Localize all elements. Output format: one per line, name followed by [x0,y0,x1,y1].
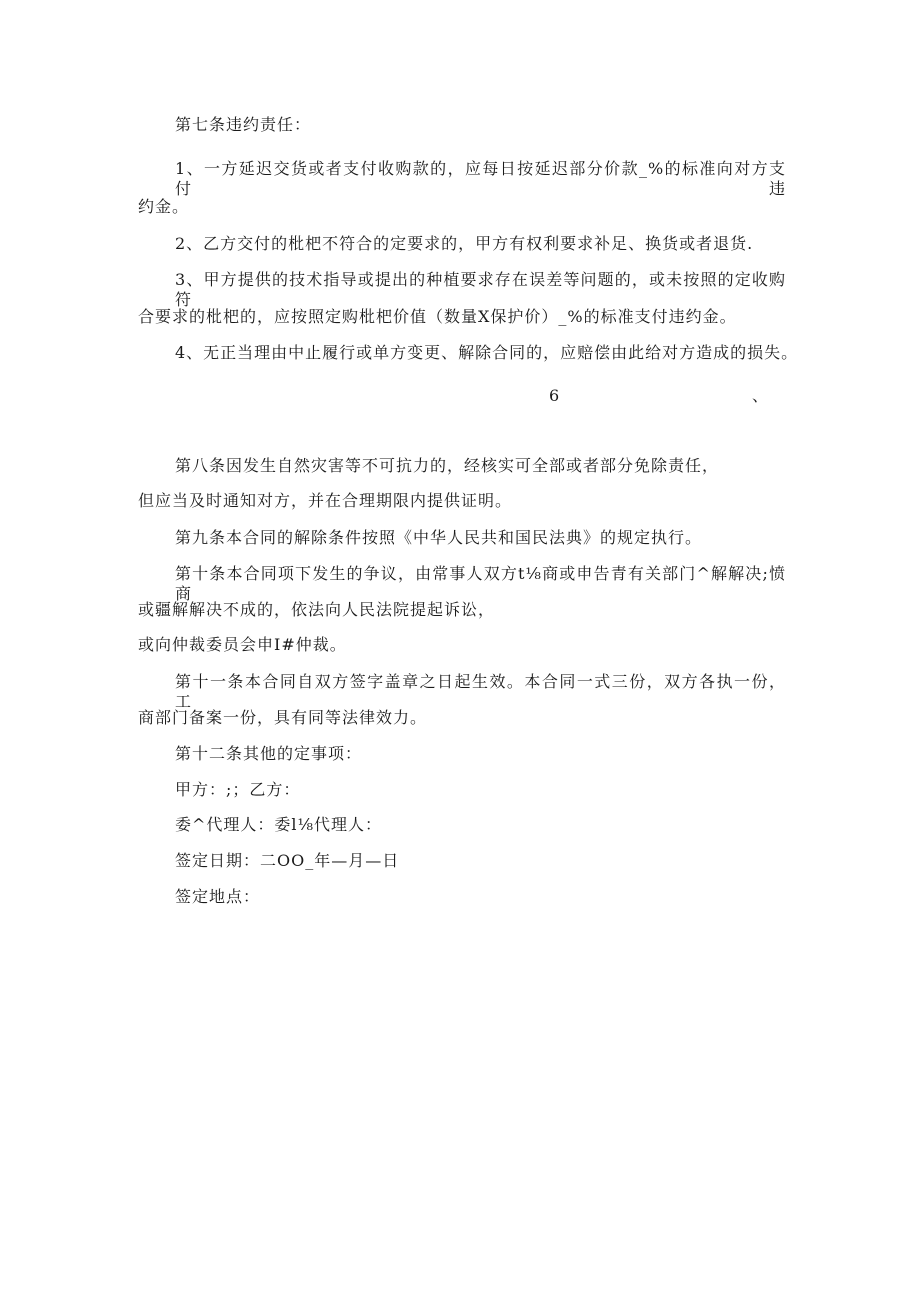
party-signature-line: 甲方：;；乙方： [175,780,301,799]
article-9: 第九条本合同的解除条件按照《中华人民共和国民法典》的规定执行。 [175,528,703,547]
article-8-line-2: 但应当及时通知对方，并在合理期限内提供证明。 [138,491,513,510]
signing-place-line: 签定地点： [175,887,261,906]
article-10-line-2: 或疆解解决不成的，依法向人民法院提起诉讼， [138,600,496,619]
signing-date-line: 签定日期：二OO_年—月—日 [175,851,400,870]
agent-signature-line: 委^代理人：委l⅛代理人： [175,815,383,834]
article-7-item-1-line-1: 1、一方延迟交货或者支付收购款的，应每日按延迟部分价款_%的标准向对方支付违 [175,159,786,198]
article-7-item-2: 2、乙方交付的枇杷不符合的定要求的，甲方有权利要求补足、换货或者退货. [175,234,754,253]
stray-mark: 、 [752,386,770,405]
article-7-item-1-line-2: 约金。 [138,197,190,216]
article-7-item-3-line-1: 3、甲方提供的技术指导或提出的种植要求存在误差等问题的，或未按照的定收购符 [175,270,786,309]
article-10-line-3: 或向仲裁委员会申I#仲裁。 [138,635,347,654]
article-12: 第十二条其他的定事项： [175,744,363,763]
page-number: 6 [549,386,561,405]
article-8-line-1: 第八条因发生自然灾害等不可抗力的，经核实可全部或者部分免除责任， [175,456,720,475]
article-7-title: 第七条违约责任： [175,115,312,134]
article-7-item-3-line-2: 合要求的枇杷的，应按照定购枇杷价值（数量X保护价）_%的标准支付违约金。 [138,307,737,326]
article-7-item-4: 4、无正当理由中止履行或单方变更、解除合同的，应赔偿由此给对方造成的损失。 [175,343,799,362]
article-10-line-1: 第十条本合同项下发生的争议，由常事人双方t⅛商或申告青有关部门^解解决;愤商 [175,564,786,603]
article-11-line-2: 商部门备案一份，具有同等法律效力。 [138,708,428,727]
article-11-line-1: 第十一条本合同自双方签字盖章之日起生效。本合同一式三份，双方各执一份，工 [175,672,786,711]
